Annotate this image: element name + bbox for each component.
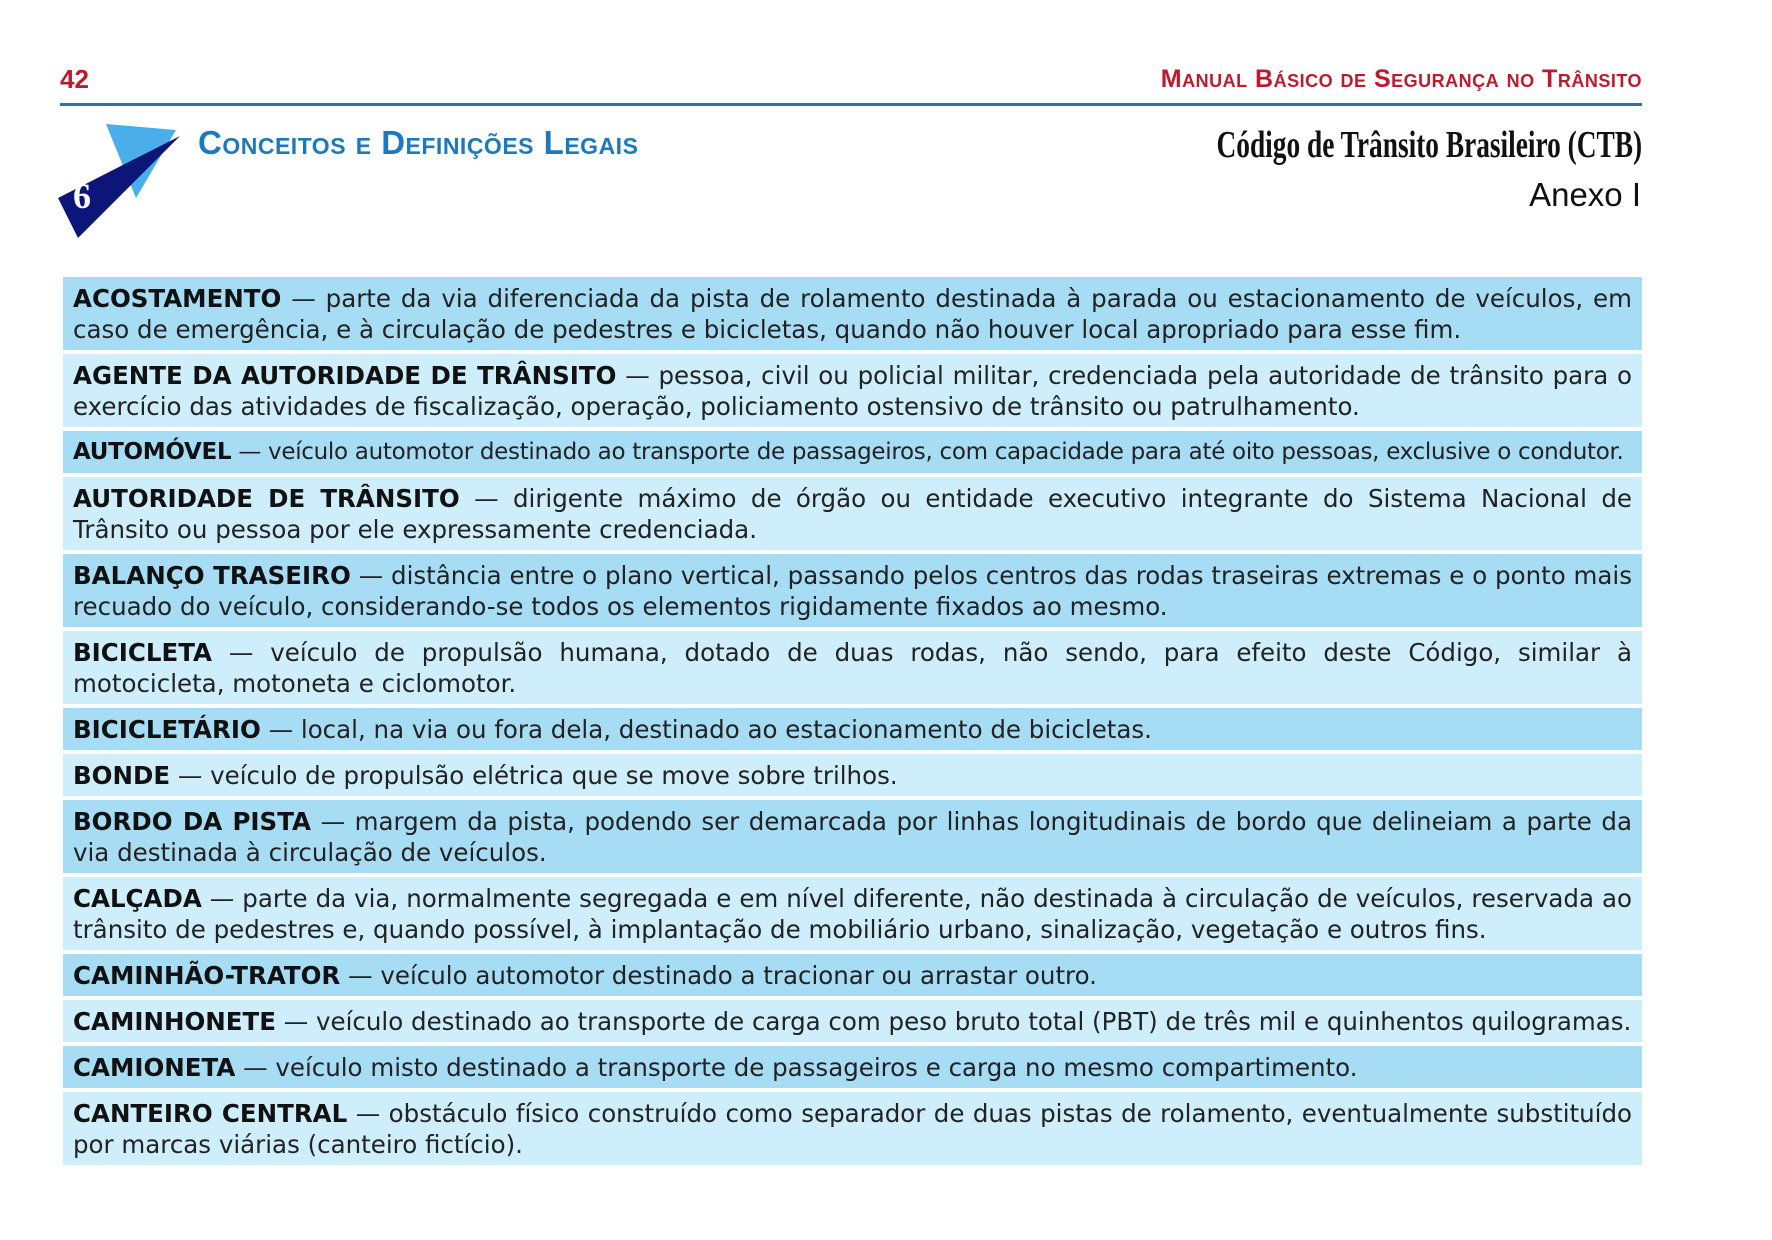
- definition-text: — obstáculo físico construído como separador de duas pistas de rolamento, eventualmente substituído por marcas viárias (canteiro fictício).: [73, 1099, 1633, 1159]
- chapter-title: Conceitos e Definições Legais: [198, 124, 639, 161]
- definition-text: — local, na via ou fora dela, destinado ao estacionamento de bicicletas.: [268, 715, 1152, 744]
- definition-term: BICICLETÁRIO: [73, 715, 261, 744]
- definition-row-bicicleta: [63, 631, 1642, 704]
- definition-term: CALÇADA: [73, 884, 202, 913]
- definition-row-camioneta: [63, 1046, 1642, 1088]
- definition-term: CANTEIRO CENTRAL: [73, 1099, 348, 1128]
- definition-row-caminhao-trator: [63, 954, 1642, 996]
- page-number: 42: [60, 64, 89, 94]
- definition-row-bicicletario: [63, 708, 1642, 750]
- definition-row-calcada: [63, 877, 1642, 950]
- definition-term: ACOSTAMENTO: [73, 284, 282, 313]
- definition-term: AUTOMÓVEL: [73, 439, 232, 465]
- running-title: Manual Básico de Segurança no Trânsito: [1160, 65, 1642, 93]
- definition-text: — margem da pista, podendo ser demarcada por linhas longitudinais de bordo que delineiam a parte da via destinada à circulação de veículos.: [73, 807, 1632, 867]
- definition-row-autoridade-transito: [63, 477, 1642, 550]
- header-rule: [60, 103, 1642, 106]
- definition-row-bonde: [63, 754, 1642, 796]
- definition-term: AGENTE DA AUTORIDADE DE TRÂNSITO: [73, 361, 617, 390]
- definition-term: CAMIONETA: [73, 1053, 236, 1082]
- chapter-number: 6: [73, 176, 91, 216]
- definition-text: — parte da via diferenciada da pista de rolamento destinada à parada ou estacionamento de veículos, em caso de emergência, e à circulação de pedestres e bicicletas, quando não houver local apropriado para esse fim.: [73, 284, 1632, 344]
- definitions-list: [63, 277, 1642, 1169]
- definition-term: CAMINHONETE: [73, 1007, 276, 1036]
- definition-term: BONDE: [73, 761, 171, 790]
- definition-term: BICICLETA: [73, 638, 212, 667]
- annex-label: Anexo I: [1529, 176, 1641, 213]
- chapter-logo: [58, 120, 188, 245]
- definition-text: — veículo destinado ao transporte de carga com peso bruto total (PBT) de três mil e quinhentos quilogramas.: [283, 1007, 1632, 1036]
- definition-term: CAMINHÃO-TRATOR: [73, 961, 341, 990]
- definition-text: — veículo misto destinado a transporte de passageiros e carga no mesmo compartimento.: [243, 1053, 1358, 1082]
- definition-text: — veículo de propulsão humana, dotado de duas rodas, não sendo, para efeito deste Código, similar à motocicleta, motoneta e ciclomotor.: [73, 638, 1632, 698]
- definition-row-agente-autoridade: [63, 354, 1642, 427]
- definition-row-bordo-da-pista: [63, 800, 1642, 873]
- definition-row-balanco-traseiro: [63, 554, 1642, 627]
- definition-text: — veículo automotor destinado ao transporte de passageiros, com capacidade para até oito pessoas, exclusive o condutor.: [238, 439, 1624, 465]
- definition-row-acostamento: [63, 277, 1642, 350]
- code-title: Código de Trânsito Brasileiro (CTB): [1216, 124, 1642, 166]
- definition-term: BORDO DA PISTA: [73, 807, 311, 836]
- definition-term: AUTORIDADE DE TRÂNSITO: [73, 484, 460, 513]
- definition-text: — pessoa, civil ou policial militar, credenciada pela autoridade de trânsito para o exercício das atividades de fiscalização, operação, policiamento ostensivo de trânsito ou patrulhamento.: [73, 361, 1633, 421]
- definition-text: — parte da via, normalmente segregada e em nível diferente, não destinada à circulação de veículos, reservada ao trânsito de pedestres e, quando possível, à implantação de mobiliário urbano, sinalização, vegetação e outros fins.: [73, 884, 1632, 944]
- definition-text: — dirigente máximo de órgão ou entidade executivo integrante do Sistema Nacional de Trânsito ou pessoa por ele expressamente credenciada.: [73, 484, 1632, 544]
- definition-text: — distância entre o plano vertical, passando pelos centros das rodas traseiras extremas e o ponto mais recuado do veículo, considerando-se todos os elementos rigidamente fixados ao mesmo.: [73, 561, 1633, 621]
- definition-term: BALANÇO TRASEIRO: [73, 561, 351, 590]
- definition-text: — veículo de propulsão elétrica que se move sobre trilhos.: [177, 761, 898, 790]
- definition-row-canteiro-central: [63, 1092, 1642, 1165]
- definition-text: — veículo automotor destinado a tracionar ou arrastar outro.: [348, 961, 1097, 990]
- definition-row-caminhonete: [63, 1000, 1642, 1042]
- definition-row-automovel: [63, 431, 1642, 473]
